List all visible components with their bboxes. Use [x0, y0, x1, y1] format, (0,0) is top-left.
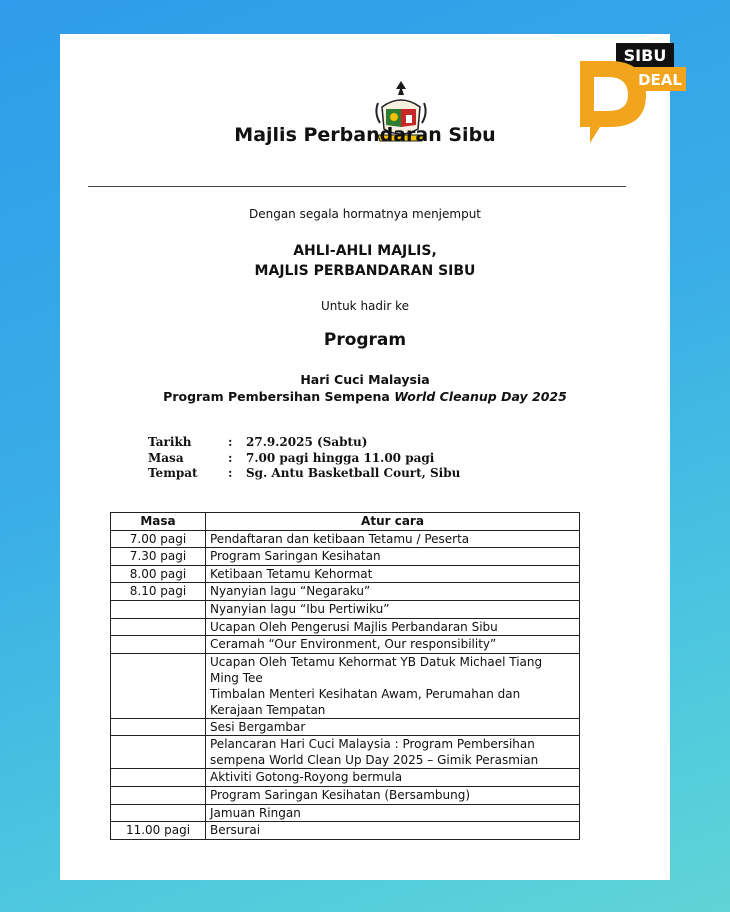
detail-separator: : [228, 450, 233, 465]
schedule-item [206, 565, 580, 583]
logo-bottom-text: DEAL [638, 71, 682, 89]
schedule-item [206, 769, 580, 787]
event-line-1: Hari Cuci Malaysia [300, 372, 430, 387]
schedule-time [111, 736, 206, 769]
detail-row-date [148, 435, 460, 451]
schedule-item-line: Aktiviti Gotong-Royong bermula [210, 770, 403, 785]
schedule-item [206, 618, 580, 636]
schedule-time [111, 618, 206, 636]
header-divider [88, 186, 626, 187]
detail-value: 27.9.2025 (Sabtu) [246, 435, 368, 449]
logo-top-text: SIBU [623, 46, 667, 65]
schedule-item-line: sempena World Clean Up Day 2025 – Gimik Perasmian [210, 753, 539, 768]
detail-row-venue [148, 466, 460, 482]
schedule-time [111, 653, 206, 718]
schedule-time [111, 786, 206, 804]
schedule-item-line: Pelancaran Hari Cuci Malaysia : Program Pembersihan [210, 737, 535, 752]
schedule-time: 11.00 pagi [111, 822, 206, 840]
attend-text: Untuk hadir ke [320, 299, 410, 313]
detail-label: Tempat [148, 466, 198, 480]
schedule-row [111, 600, 580, 618]
schedule-item-line: Sesi Bergambar [210, 719, 306, 734]
schedule-row [111, 769, 580, 787]
logo-d-inner [594, 77, 628, 111]
detail-separator: : [228, 466, 233, 480]
schedule-header-row [111, 513, 580, 531]
schedule-item [206, 548, 580, 566]
event-line-2-italic: World Cleanup Day 2025 [394, 389, 567, 404]
schedule-body [111, 530, 580, 839]
schedule-table [110, 512, 580, 840]
schedule-time [111, 718, 206, 736]
schedule-time: 7.00 pagi [111, 530, 206, 548]
guest-line-1: AHLI-AHLI MAJLIS, [293, 243, 437, 259]
detail-value: 7.00 pagi hingga 11.00 pagi [246, 450, 435, 465]
schedule-item-line: Kerajaan Tempatan [210, 702, 326, 717]
schedule-row [111, 583, 580, 601]
guest-block [0, 241, 730, 281]
header-time: Masa [111, 513, 206, 531]
schedule-row [111, 548, 580, 566]
schedule-item-line: Pendaftaran dan ketibaan Tetamu / Peserta [210, 531, 470, 546]
schedule-row [111, 736, 580, 769]
schedule-item [206, 822, 580, 840]
schedule-time [111, 804, 206, 822]
schedule-row [111, 565, 580, 583]
schedule-item [206, 718, 580, 736]
schedule-time: 8.10 pagi [111, 583, 206, 601]
schedule-row [111, 530, 580, 548]
detail-separator: : [228, 435, 233, 449]
schedule-item-line: Ucapan Oleh Pengerusi Majlis Perbandaran Sibu [210, 619, 498, 634]
schedule-item [206, 653, 580, 718]
schedule-time [111, 636, 206, 654]
schedule-item-line: Jamuan Ringan [210, 805, 301, 820]
detail-label: Masa [148, 450, 184, 465]
schedule-item [206, 636, 580, 654]
schedule-row [111, 618, 580, 636]
header-agenda: Atur cara [206, 513, 580, 531]
schedule-time [111, 769, 206, 787]
detail-row-time [148, 451, 460, 467]
schedule-row [111, 804, 580, 822]
schedule-item-line: Ming Tee [210, 670, 263, 685]
schedule-item-line: Nyanyian lagu “Ibu Pertiwiku” [210, 601, 390, 616]
schedule-item [206, 786, 580, 804]
schedule-time: 7.30 pagi [111, 548, 206, 566]
event-title [0, 371, 730, 405]
schedule-item [206, 583, 580, 601]
schedule-row [111, 786, 580, 804]
schedule-row [111, 822, 580, 840]
schedule-item-line: Timbalan Menteri Kesihatan Awam, Perumahan dan [210, 686, 521, 701]
schedule-time [111, 600, 206, 618]
invitation-intro: Dengan segala hormatnya menjemput [248, 207, 482, 221]
schedule-item-line: Ceramah “Our Environment, Our responsibility” [210, 637, 497, 652]
schedule-item [206, 600, 580, 618]
invitation-document [60, 34, 670, 880]
schedule-row [111, 718, 580, 736]
schedule-item-line: Ucapan Oleh Tetamu Kehormat YB Datuk Michael Tiang [210, 654, 543, 669]
guest-line-2: MAJLIS PERBANDARAN SIBU [254, 263, 476, 279]
program-heading: Program [323, 330, 407, 350]
schedule-row [111, 653, 580, 718]
event-line-2 [0, 388, 730, 405]
event-details [148, 435, 460, 482]
sibu-deal-logo [576, 39, 688, 147]
schedule-item-line: Program Saringan Kesihatan (Bersambung) [210, 787, 471, 802]
detail-label: Tarikh [148, 435, 192, 449]
schedule-row [111, 636, 580, 654]
org-title: Majlis Perbandaran Sibu [234, 124, 496, 146]
event-line-2-prefix: Program Pembersihan Sempena [163, 389, 395, 404]
schedule-item [206, 530, 580, 548]
schedule-time: 8.00 pagi [111, 565, 206, 583]
schedule-item [206, 804, 580, 822]
schedule-item-line: Nyanyian lagu “Negaraku” [210, 584, 371, 599]
schedule-item-line: Ketibaan Tetamu Kehormat [210, 566, 373, 581]
schedule-item [206, 736, 580, 769]
schedule-item-line: Bersurai [210, 823, 261, 838]
detail-value: Sg. Antu Basketball Court, Sibu [246, 466, 461, 480]
schedule-item-line: Program Saringan Kesihatan [210, 549, 381, 564]
